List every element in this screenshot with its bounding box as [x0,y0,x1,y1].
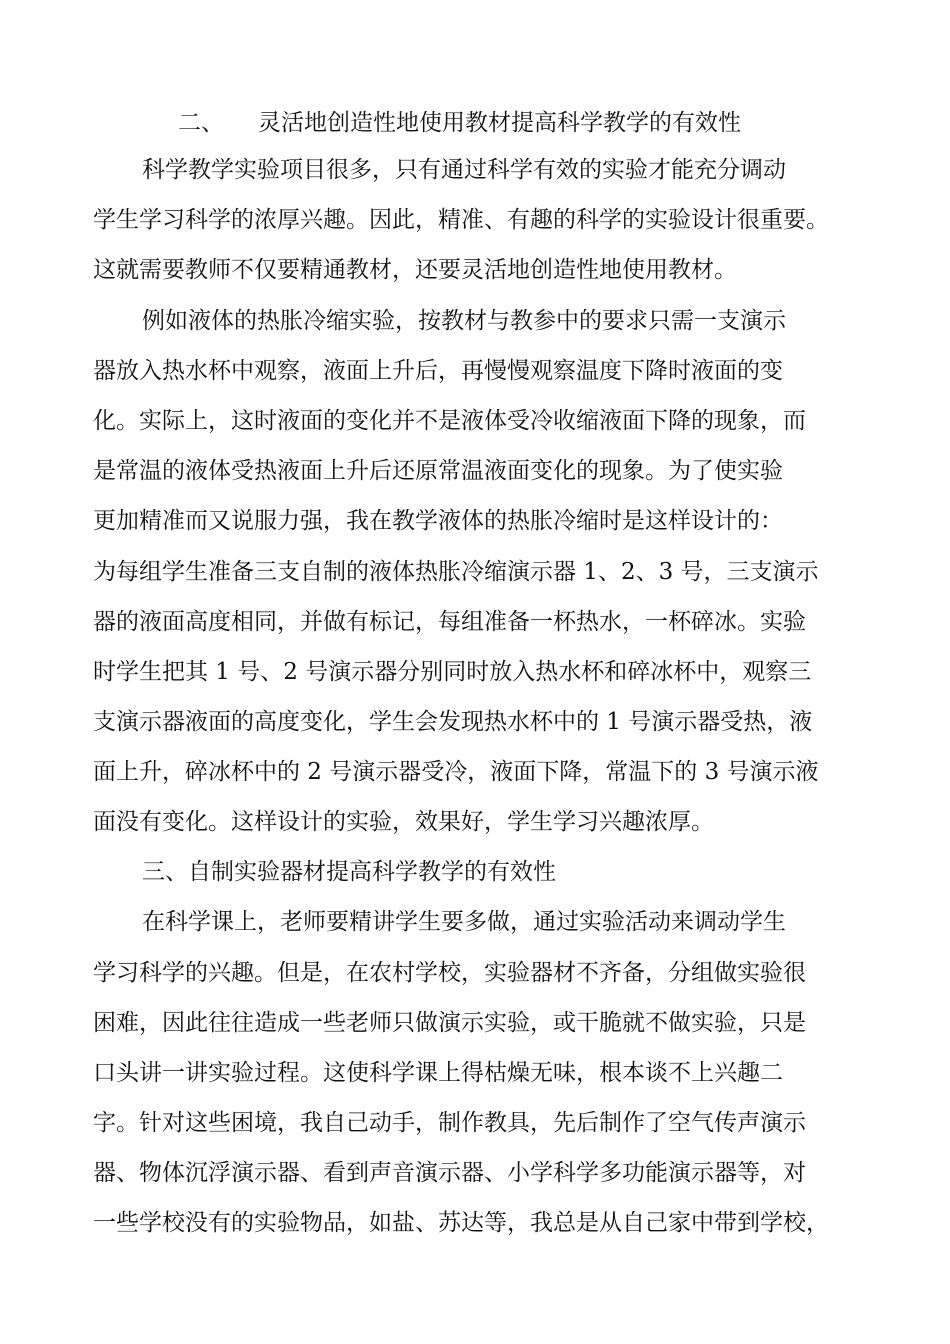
paragraph-3-line-7: 一些学校没有的实验物品，如盐、苏达等，我总是从自己家中带到学校， [93,1210,829,1236]
section-2-number: 二、 [178,110,224,136]
paragraph-2-line-10: 面上升，碎冰杯中的 2 号演示器受冷，液面下降，常温下的 3 号演示液 [93,759,819,785]
paragraph-2-line-5: 更加精准而又说服力强，我在教学液体的热胀冷缩时是这样设计的： [93,508,783,534]
paragraph-3-line-6: 器、物体沉浮演示器、看到声音演示器、小学科学多功能演示器等，对 [93,1160,806,1186]
paragraph-2-line-11: 面没有变化。这样设计的实验，效果好，学生学习兴趣浓厚。 [93,809,714,835]
paragraph-2-line-9: 支演示器液面的高度变化，学生会发现热水杯中的 1 号演示器受热，液 [93,709,813,735]
paragraph-3-line-1: 在科学课上，老师要精讲学生要多做，通过实验活动来调动学生 [142,909,786,935]
section-2-heading [0,108,950,138]
paragraph-2-line-7: 器的液面高度相同，并做有标记，每组准备一杯热水，一杯碎冰。实验 [93,609,806,635]
paragraph-2-line-1: 例如液体的热胀冷缩实验，按教材与教参中的要求只需一支演示 [142,308,786,334]
paragraph-2-line-6: 为每组学生准备三支自制的液体热胀冷缩演示器 1、2、3 号，三支演示 [93,559,819,585]
paragraph-2-line-8: 时学生把其 1 号、2 号演示器分别同时放入热水杯和碎冰杯中，观察三 [93,659,812,685]
paragraph-1-line-1: 科学教学实验项目很多，只有通过科学有效的实验才能充分调动 [142,157,786,183]
paragraph-2-line-2: 器放入热水杯中观察，液面上升后，再慢慢观察温度下降时液面的变 [93,358,783,384]
paragraph-3-line-4: 口头讲一讲实验过程。这使科学课上得枯燥无味，根本谈不上兴趣二 [93,1060,783,1086]
paragraph-1-line-3: 这就需要教师不仅要精通教材，还要灵活地创造性地使用教材。 [93,257,737,283]
paragraph-3-line-3: 困难，因此往往造成一些老师只做演示实验，或干脆就不做实验，只是 [93,1010,806,1036]
paragraph-1-line-2: 学生学习科学的浓厚兴趣。因此，精准、有趣的科学的实验设计很重要。 [93,207,829,233]
section-2-title: 灵活地创造性地使用教材提高科学教学的有效性 [258,110,741,136]
paragraph-3-line-5: 字。针对这些困境，我自己动手，制作教具，先后制作了空气传声演示 [93,1110,806,1136]
paragraph-2-line-3: 化。实际上，这时液面的变化并不是液体受冷收缩液面下降的现象，而 [93,408,806,434]
section-3-heading: 三、自制实验器材提高科学教学的有效性 [142,859,556,885]
paragraph-3-line-2: 学习科学的兴趣。但是，在农村学校，实验器材不齐备，分组做实验很 [93,960,806,986]
paragraph-2-line-4: 是常温的液体受热液面上升后还原常温液面变化的现象。为了使实验 [93,458,783,484]
